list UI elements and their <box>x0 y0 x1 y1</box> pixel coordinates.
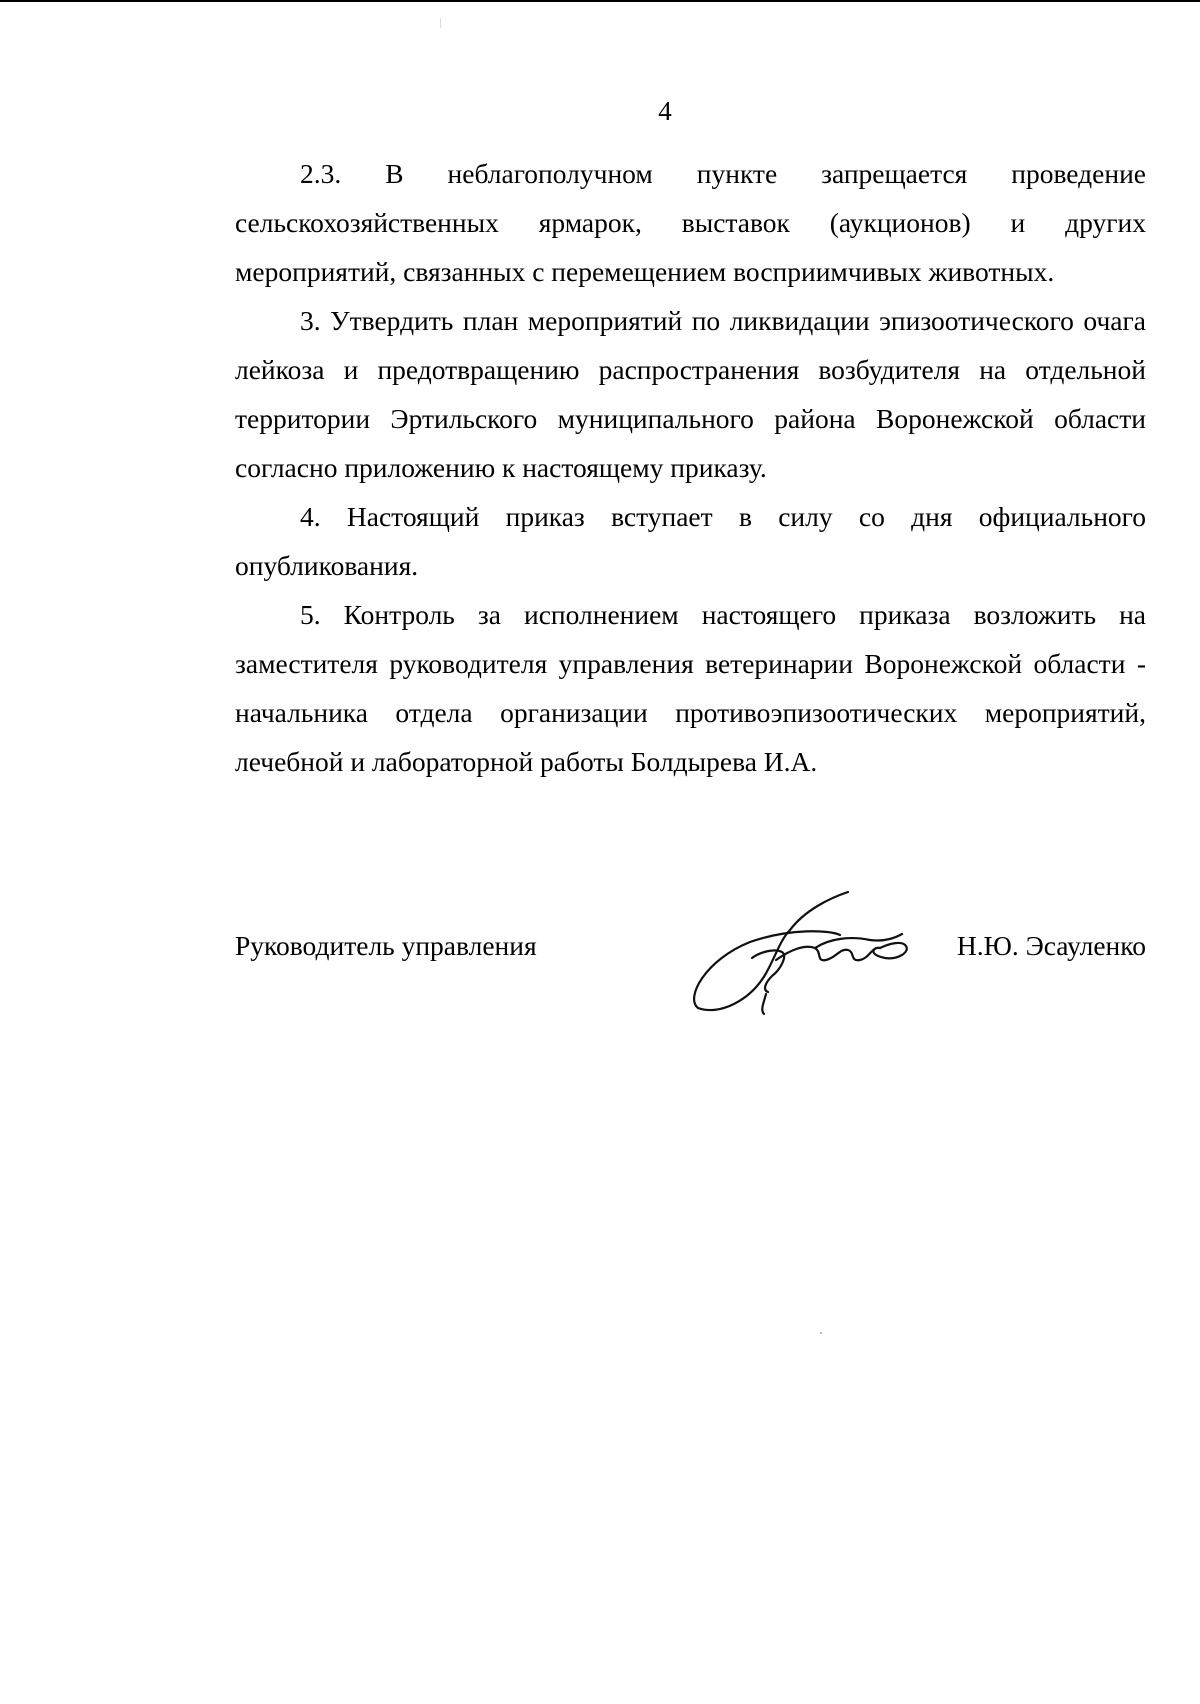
document-body <box>235 149 1146 786</box>
signature-block <box>235 890 1146 1030</box>
signer-title: Руководитель управления <box>235 930 537 961</box>
page-number: 4 <box>658 96 672 126</box>
paragraph-4: 4. Настоящий приказ вступает в силу со дня официального опубликования. <box>235 501 1146 581</box>
scan-speck <box>440 18 441 28</box>
signer-name: Н.Ю. Эсауленко <box>956 930 1146 961</box>
paragraph-5: 5. Контроль за исполнением настоящего приказа возложить на заместителя руководителя управления ветеринарии Воронежской области - начальника отдела организации противоэпизоотических мероприятий, лечебной и лабораторной работы Болдырева И.А. <box>235 599 1146 777</box>
handwritten-signature <box>680 890 940 1020</box>
paragraph-2-3: 2.3. В неблагополучном пункте запрещается проведение сельскохозяйственных ярмарок, выставок (аукционов) и других мероприятий, связанных с перемещением восприимчивых животных. <box>235 158 1146 287</box>
paragraph-3: 3. Утвердить план мероприятий по ликвидации эпизоотического очага лейкоза и предотвращению распространения возбудителя на отдельной территории Эртильского муниципального района Воронежской области согласно приложению к настоящему приказу. <box>235 305 1146 483</box>
page-top-edge <box>0 0 1200 2</box>
scan-speck <box>820 1332 822 1334</box>
